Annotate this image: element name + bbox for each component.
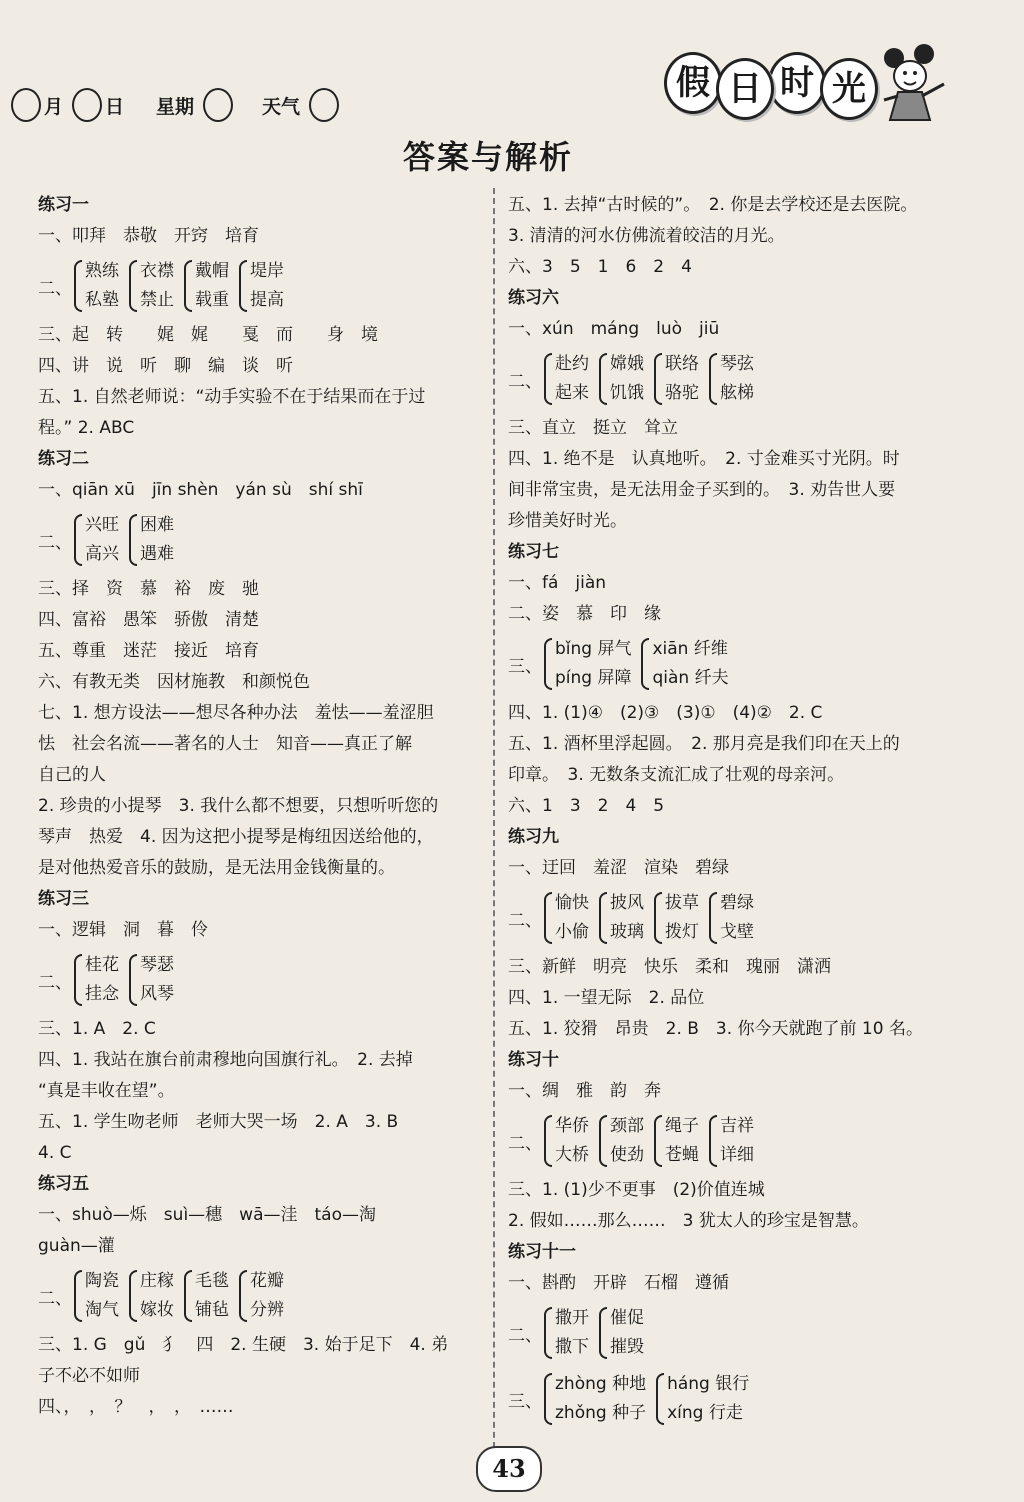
pair-word: 衣襟: [140, 261, 174, 281]
pair-word: bǐng 屏气: [555, 639, 632, 659]
mascot-icon: [872, 40, 952, 130]
answer-line: 四、讲 说 听 聊 编 谈 听: [38, 356, 293, 376]
word-pair: [709, 1112, 754, 1170]
answer-line: 子不必不如师: [38, 1366, 140, 1386]
word-pair: [654, 889, 699, 947]
brace-icon: [544, 892, 552, 944]
grouped-answer: [38, 948, 488, 1012]
brace-icon: [599, 1307, 607, 1359]
word-pair: [239, 257, 284, 315]
section-heading: 练习六: [508, 288, 559, 308]
pair-word: 淘气: [85, 1300, 119, 1320]
pair-word: 分辨: [250, 1300, 284, 1320]
section-heading: 练习五: [38, 1174, 89, 1194]
answer-line: 一、迂回 羞涩 渲染 碧绿: [508, 858, 729, 878]
pair-word: 起来: [555, 383, 589, 403]
pair-word: 小偷: [555, 922, 589, 942]
answer-line: 三、1. (1)少不更事 (2)价值连城: [508, 1180, 765, 1200]
brand-char: 日: [716, 58, 774, 120]
word-pair: [654, 350, 699, 408]
section-heading: 练习七: [508, 542, 559, 562]
pair-word: 使劲: [610, 1145, 644, 1165]
pair-word: 详细: [720, 1145, 754, 1165]
word-pair: [129, 511, 174, 569]
pair-word: zhǒng 种子: [555, 1403, 647, 1423]
section-heading: 练习九: [508, 827, 559, 847]
word-pair: [74, 1267, 119, 1325]
pair-word: zhòng 种地: [555, 1374, 647, 1394]
pair-word: píng 屏障: [555, 668, 632, 688]
answer-line: 四、， ， ？ ， ， ……: [38, 1397, 234, 1417]
brace-icon: [656, 1373, 664, 1425]
pair-word: 拔草: [665, 893, 699, 913]
pair-word: 赴约: [555, 354, 589, 374]
answer-line: 二、姿 慕 印 缘: [508, 604, 661, 624]
pair-word: 庄稼: [140, 1271, 174, 1291]
answer-line: 3. 清清的河水仿佛流着皎洁的月光。: [508, 226, 785, 246]
word-pair: [654, 1112, 699, 1170]
word-pair: [74, 951, 119, 1009]
brace-icon: [129, 954, 137, 1006]
answer-line: 四、1. 一望无际 2. 品位: [508, 988, 705, 1008]
brace-icon: [599, 892, 607, 944]
section-heading: 练习一: [38, 195, 89, 215]
pair-word: 铺毡: [195, 1300, 229, 1320]
month-oval: [11, 88, 41, 122]
pair-word: 颈部: [610, 1116, 644, 1136]
pair-word: 载重: [195, 290, 229, 310]
answer-line: 三、直立 挺立 耸立: [508, 418, 678, 438]
word-pair: [641, 635, 728, 693]
pair-word: xíng 行走: [667, 1403, 743, 1423]
answer-line: 一、shuò—烁 suì—穗 wā—洼 táo—淘: [38, 1205, 376, 1225]
word-pair: [599, 1112, 644, 1170]
word-pair: [656, 1370, 749, 1428]
answer-line: 怯 社会名流——著名的人士 知音——真正了解: [38, 734, 412, 754]
weather-label: 天气: [262, 95, 301, 118]
pair-word: 骆驼: [665, 383, 699, 403]
word-pair: [544, 1370, 646, 1428]
pair-word: 私塾: [85, 290, 119, 310]
word-pair: [544, 1112, 589, 1170]
grouped-answer: [508, 1367, 958, 1431]
pair-word: 撒开: [555, 1308, 589, 1328]
pair-word: 熟练: [85, 261, 119, 281]
brace-icon: [544, 1115, 552, 1167]
word-pair: [599, 889, 644, 947]
pair-word: 撒下: [555, 1337, 589, 1357]
day-label: 日: [105, 95, 125, 118]
brace-icon: [544, 1373, 552, 1425]
grouped-answer: [508, 632, 958, 696]
grouped-answer: [38, 254, 488, 318]
question-number: 二、: [508, 371, 542, 392]
answer-line: 一、fá jiàn: [508, 573, 607, 593]
brand-char: 光: [820, 58, 878, 120]
pair-word: 挂念: [85, 984, 119, 1004]
answer-line: 三、1. G gǔ 犭 四 2. 生硬 3. 始于足下 4. 弟: [38, 1335, 449, 1355]
answer-line: 珍惜美好时光。: [508, 511, 627, 531]
brace-icon: [184, 1270, 192, 1322]
page-number: 43: [476, 1446, 542, 1492]
word-pair: [129, 1267, 174, 1325]
answer-line: 七、1. 想方设法——想尽各种办法 羞怯——羞涩胆: [38, 703, 434, 723]
answer-line: 间非常宝贵，是无法用金子买到的。 3. 劝告世人要: [508, 480, 896, 500]
pair-word: 披风: [610, 893, 644, 913]
word-pair: [184, 1267, 229, 1325]
brand-logo: [664, 52, 872, 114]
pair-word: 高兴: [85, 544, 119, 564]
answer-line: 六、有教无类 因材施教 和颜悦色: [38, 672, 310, 692]
answer-line: 四、1. (1)④ (2)③ (3)① (4)② 2. C: [508, 703, 823, 723]
answer-line: 一、xún máng luò jiū: [508, 319, 720, 339]
pair-word: qiàn 纤夫: [652, 668, 729, 688]
word-pair: [184, 257, 229, 315]
column-divider: [493, 188, 495, 1458]
grouped-answer: [508, 1301, 958, 1365]
word-pair: [599, 350, 644, 408]
question-number: 二、: [38, 278, 72, 299]
left-column: [38, 190, 488, 1423]
weekday-label: 星期: [156, 95, 195, 118]
word-pair: [544, 1304, 589, 1362]
answer-line: guàn—灌: [38, 1236, 115, 1256]
pair-word: 提高: [250, 290, 284, 310]
question-number: 二、: [38, 532, 72, 553]
pair-word: 催促: [610, 1308, 644, 1328]
answer-line: 三、起 转 娓 娓 戛 而 身 境: [38, 325, 378, 345]
word-pair: [544, 350, 589, 408]
answer-line: 三、1. A 2. C: [38, 1019, 156, 1039]
answer-line: 三、择 资 慕 裕 废 驰: [38, 579, 259, 599]
grouped-answer: [38, 1264, 488, 1328]
brace-icon: [239, 260, 247, 312]
question-number: 三、: [508, 1391, 542, 1412]
pair-word: 困难: [140, 515, 174, 535]
answer-line: 五、1. 狡猾 昂贵 2. B 3. 你今天就跑了前 10 名。: [508, 1019, 923, 1039]
date-weather-row: [8, 88, 342, 122]
brace-icon: [544, 638, 552, 690]
weekday-oval: [203, 88, 233, 122]
answer-line: 2. 假如……那么…… 3 犹太人的珍宝是智慧。: [508, 1211, 869, 1231]
answer-line: 是对他热爱音乐的鼓励，是无法用金钱衡量的。: [38, 858, 395, 878]
section-heading: 练习十一: [508, 1242, 576, 1262]
grouped-answer: [508, 886, 958, 950]
word-pair: [709, 889, 754, 947]
brace-icon: [544, 1307, 552, 1359]
brace-icon: [544, 353, 552, 405]
answer-line: 一、绸 雅 韵 奔: [508, 1081, 661, 1101]
question-number: 二、: [508, 910, 542, 931]
brace-icon: [129, 1270, 137, 1322]
pair-word: 琴弦: [720, 354, 754, 374]
pair-word: 碧绿: [720, 893, 754, 913]
answer-line: 四、1. 绝不是 认真地听。 2. 寸金难买寸光阴。时: [508, 449, 900, 469]
right-column: [508, 190, 958, 1433]
answer-line: 一、斟酌 开辟 石榴 遵循: [508, 1273, 729, 1293]
pair-word: xiān 纤维: [652, 639, 728, 659]
brace-icon: [709, 353, 717, 405]
answer-line: 六、1 3 2 4 5: [508, 796, 665, 816]
grouped-answer: [38, 508, 488, 572]
question-number: 二、: [508, 1325, 542, 1346]
pair-word: 遇难: [140, 544, 174, 564]
word-pair: [709, 350, 754, 408]
brace-icon: [184, 260, 192, 312]
pair-word: 戈壁: [720, 922, 754, 942]
pair-word: 愉快: [555, 893, 589, 913]
page-title: 答案与解析: [402, 138, 573, 176]
answer-line: 一、逻辑 洞 暮 伶: [38, 920, 208, 940]
grouped-answer: [508, 1109, 958, 1173]
answer-line: 三、新鲜 明亮 快乐 柔和 瑰丽 潇洒: [508, 957, 831, 977]
pair-word: 舷梯: [720, 383, 754, 403]
answer-line: 一、qiān xū jīn shèn yán sù shí shī: [38, 480, 363, 500]
word-pair: [74, 257, 119, 315]
pair-word: 陶瓷: [85, 1271, 119, 1291]
pair-word: háng 银行: [667, 1374, 750, 1394]
word-pair: [544, 635, 631, 693]
pair-word: 戴帽: [195, 261, 229, 281]
pair-word: 绳子: [665, 1116, 699, 1136]
pair-word: 禁止: [140, 290, 174, 310]
answer-line: “真是丰收在望”。: [38, 1081, 175, 1101]
brace-icon: [74, 1270, 82, 1322]
pair-word: 吉祥: [720, 1116, 754, 1136]
answer-line: 五、1. 去掉“古时候的”。 2. 你是去学校还是去医院。: [508, 195, 918, 215]
pair-word: 摧毁: [610, 1337, 644, 1357]
pair-word: 兴旺: [85, 515, 119, 535]
brace-icon: [74, 514, 82, 566]
brace-icon: [599, 353, 607, 405]
brace-icon: [239, 1270, 247, 1322]
brace-icon: [709, 892, 717, 944]
brand-char: 时: [768, 52, 826, 114]
question-number: 三、: [508, 656, 542, 677]
pair-word: 嫁妆: [140, 1300, 174, 1320]
pair-word: 饥饿: [610, 383, 644, 403]
word-pair: [239, 1267, 284, 1325]
brace-icon: [641, 638, 649, 690]
answer-line: 程。” 2. ABC: [38, 418, 135, 438]
section-heading: 练习三: [38, 889, 89, 909]
answer-line: 自己的人: [38, 765, 106, 785]
section-heading: 练习十: [508, 1050, 559, 1070]
brace-icon: [654, 353, 662, 405]
answer-line: 五、尊重 迷茫 接近 培育: [38, 641, 259, 661]
day-oval: [72, 88, 102, 122]
pair-word: 琴瑟: [140, 955, 174, 975]
answer-line: 4. C: [38, 1143, 72, 1163]
answer-line: 印章。 3. 无数条支流汇成了壮观的母亲河。: [508, 765, 845, 785]
brace-icon: [74, 260, 82, 312]
question-number: 二、: [38, 1288, 72, 1309]
word-pair: [129, 257, 174, 315]
brace-icon: [599, 1115, 607, 1167]
grouped-answer: [508, 347, 958, 411]
brace-icon: [74, 954, 82, 1006]
answer-line: 五、1. 酒杯里浮起圆。 2. 那月亮是我们印在天上的: [508, 734, 900, 754]
pair-word: 苍蝇: [665, 1145, 699, 1165]
pair-word: 风琴: [140, 984, 174, 1004]
answer-line: 五、1. 学生吻老师 老师大哭一场 2. A 3. B: [38, 1112, 399, 1132]
pair-word: 堤岸: [250, 261, 284, 281]
brace-icon: [129, 260, 137, 312]
pair-word: 拨灯: [665, 922, 699, 942]
answer-line: 2. 珍贵的小提琴 3. 我什么都不想要，只想听听您的: [38, 796, 439, 816]
month-label: 月: [44, 95, 64, 118]
pair-word: 大桥: [555, 1145, 589, 1165]
pair-word: 嫦娥: [610, 354, 644, 374]
word-pair: [599, 1304, 644, 1362]
question-number: 二、: [508, 1133, 542, 1154]
brand-char: 假: [664, 52, 722, 114]
word-pair: [544, 889, 589, 947]
pair-word: 玻璃: [610, 922, 644, 942]
pair-word: 毛毯: [195, 1271, 229, 1291]
answer-line: 五、1. 自然老师说：“动手实验不在于结果而在于过: [38, 387, 426, 407]
pair-word: 联络: [665, 354, 699, 374]
answer-line: 四、1. 我站在旗台前肃穆地向国旗行礼。 2. 去掉: [38, 1050, 413, 1070]
word-pair: [74, 511, 119, 569]
question-number: 二、: [38, 972, 72, 993]
pair-word: 花瓣: [250, 1271, 284, 1291]
answer-line: 六、3 5 1 6 2 4: [508, 257, 692, 277]
answer-line: 四、富裕 愚笨 骄傲 清楚: [38, 610, 259, 630]
brace-icon: [654, 892, 662, 944]
brace-icon: [709, 1115, 717, 1167]
answer-line: 琴声 热爱 4. 因为这把小提琴是梅纽因送给他的，: [38, 827, 434, 847]
pair-word: 华侨: [555, 1116, 589, 1136]
brace-icon: [129, 514, 137, 566]
brace-icon: [654, 1115, 662, 1167]
answer-line: 一、叩拜 恭敬 开窍 培育: [38, 226, 259, 246]
word-pair: [129, 951, 174, 1009]
section-heading: 练习二: [38, 449, 89, 469]
weather-oval: [309, 88, 339, 122]
pair-word: 桂花: [85, 955, 119, 975]
